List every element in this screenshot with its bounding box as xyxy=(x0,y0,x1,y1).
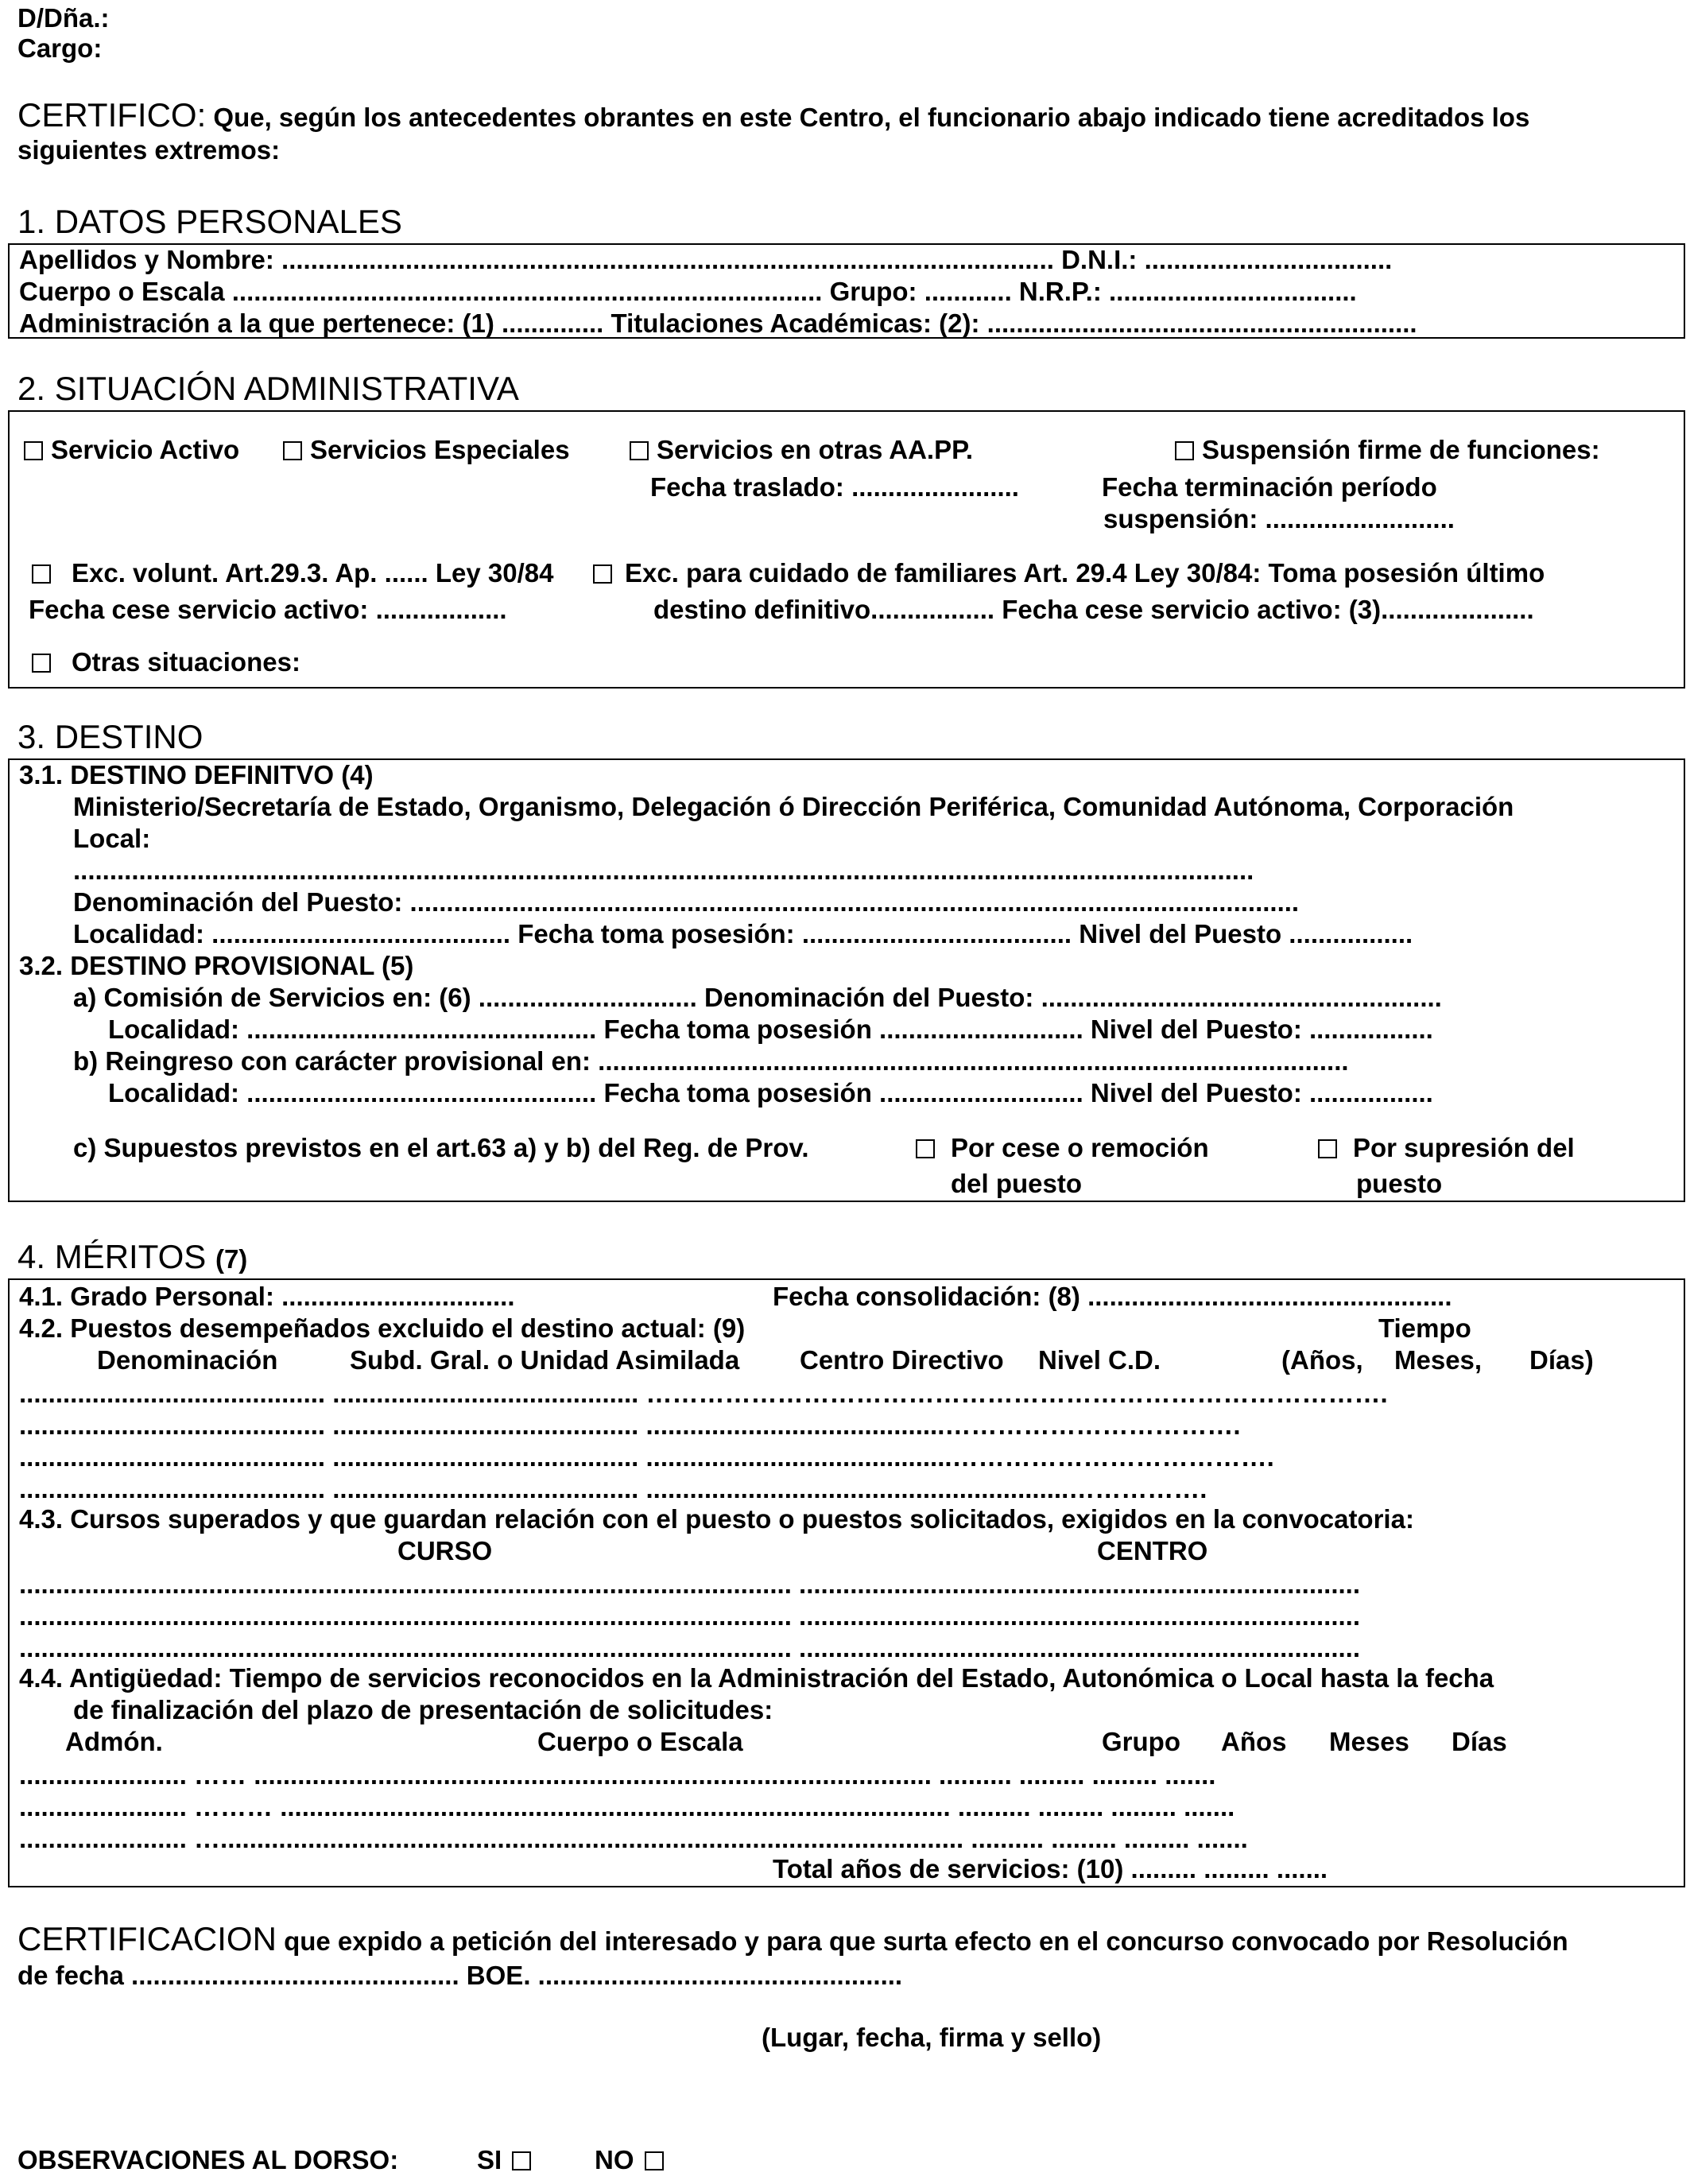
puestos-row: .......................................... .......................................... ..........................................………………………………. xyxy=(19,1442,1274,1472)
fecha-terminacion-2: suspensión: .......................... xyxy=(1103,504,1455,533)
total-anios-servicios: Total años de servicios: (10) ......... ......... ....... xyxy=(773,1854,1328,1883)
exc-voluntaria-label: Exc. volunt. Art.29.3. Ap. ...... Ley 30/84 xyxy=(72,558,554,588)
certifico-line-2: siguientes extremos: xyxy=(17,135,281,165)
checkbox-icon[interactable] xyxy=(593,564,612,584)
otras-aapp-label: Servicios en otras AA.PP. xyxy=(657,435,974,464)
observaciones-label: OBSERVACIONES AL DORSO: xyxy=(17,2145,399,2174)
checkbox-icon[interactable] xyxy=(283,441,302,460)
checkbox-icon[interactable] xyxy=(645,2151,664,2170)
section-4-note: (7) xyxy=(215,1244,248,1274)
grado-personal: 4.1. Grado Personal: ................................ xyxy=(19,1282,515,1311)
apellidos-line: Apellidos y Nombre: .......................................................................................................... D.N.I.: .................................. xyxy=(19,245,1393,274)
col-meses: Meses, xyxy=(1394,1345,1483,1375)
destino-definitivo-line: destino definitivo................. Fecha cese servicio activo: (3)..................... xyxy=(653,595,1534,624)
localidad-line: Localidad: ......................................... Fecha toma posesión: ..................................... Nivel del Puesto ................. xyxy=(73,919,1413,948)
section-4-title-text: 4. MÉRITOS xyxy=(17,1238,207,1275)
checkbox-icon[interactable] xyxy=(630,441,649,460)
col-anios: (Años, xyxy=(1281,1345,1363,1375)
section-2-title: 2. SITUACIÓN ADMINISTRATIVA xyxy=(17,370,519,407)
col-centro: CENTRO xyxy=(1097,1536,1208,1565)
certificacion-line-2: de fecha ............................................. BOE. .................................................. xyxy=(17,1961,903,1990)
checkbox-icon[interactable] xyxy=(24,441,43,460)
ministerio-line-1: Ministerio/Secretaría de Estado, Organismo, Delegación ó Dirección Periférica, Comunidad Autónoma, Corporación xyxy=(73,792,1514,821)
col-subd-gral: Subd. Gral. o Unidad Asimilada xyxy=(350,1345,740,1375)
por-supresion-label-2: puesto xyxy=(1356,1169,1443,1198)
cursos-row: .......................................................................................................... ............................................................................. xyxy=(19,1569,1360,1599)
col-denominacion: Denominación xyxy=(97,1345,278,1375)
reingreso-localidad-line: Localidad: ................................................ Fecha toma posesión ............................ Nivel del Puesto: ................. xyxy=(108,1078,1433,1108)
certifico-line-1 xyxy=(17,96,1530,134)
certificacion-lead: CERTIFICACION xyxy=(17,1920,277,1957)
cuerpo-line: Cuerpo o Escala ................................................................................. Grupo: ............ N.R.P.: .................................. xyxy=(19,277,1357,306)
puestos-row: .......................................... .......................................... …………………………………………………………………………. xyxy=(19,1379,1388,1408)
puestos-row: .......................................... .......................................... ..........................................................……………. xyxy=(19,1474,1207,1503)
por-supresion-option[interactable] xyxy=(1318,1133,1575,1163)
observaciones-si-option[interactable] xyxy=(477,2145,531,2175)
certificacion-line-1 xyxy=(17,1920,1568,1957)
checkbox-icon[interactable] xyxy=(32,654,51,673)
col-admon: Admón. xyxy=(65,1727,163,1756)
antiguedad-row: ....................... …...................................................................................................... .......... ......... ......... ....... xyxy=(19,1824,1248,1853)
servicios-especiales-label: Servicios Especiales xyxy=(310,435,570,464)
dona-label: D/Dña.: xyxy=(17,3,110,33)
exc-cuidado-label: Exc. para cuidado de familiares Art. 29.4 Ley 30/84: Toma posesión último xyxy=(625,558,1545,588)
cursos-row: .......................................................................................................... ............................................................................. xyxy=(19,1633,1360,1662)
col-dias-2: Días xyxy=(1452,1727,1507,1756)
otras-aapp-option[interactable] xyxy=(630,435,973,465)
antiguedad-line-2: de finalización del plazo de presentación de solicitudes: xyxy=(73,1695,773,1724)
fecha-consolidacion: Fecha consolidación: (8) .................................................. xyxy=(773,1282,1452,1311)
certifico-lead: CERTIFICO: xyxy=(17,96,207,134)
col-curso: CURSO xyxy=(397,1536,493,1565)
cursos-heading: 4.3. Cursos superados y que guardan relación con el puesto o puestos solicitados, exigidos en la convocatoria: xyxy=(19,1504,1414,1534)
col-dias: Días) xyxy=(1529,1345,1594,1375)
certificacion-text: que expido a petición del interesado y para que surta efecto en el concurso convocado por Resolución xyxy=(284,1926,1568,1956)
col-cuerpo-escala: Cuerpo o Escala xyxy=(537,1727,743,1756)
por-cese-option[interactable] xyxy=(916,1133,1209,1163)
por-cese-label: Por cese o remoción xyxy=(951,1133,1209,1162)
antiguedad-row: ....................... …… ............................................................................................. .......... ......... ......... ....... xyxy=(19,1760,1216,1790)
checkbox-icon[interactable] xyxy=(32,564,51,584)
puestos-row: .......................................... .......................................... .........................................……………………………. xyxy=(19,1410,1241,1440)
col-grupo: Grupo xyxy=(1102,1727,1180,1756)
observaciones-no-label: NO xyxy=(595,2145,634,2174)
exc-cuidado-option[interactable] xyxy=(593,558,1545,588)
servicios-especiales-option[interactable] xyxy=(283,435,570,465)
tiempo-header: Tiempo xyxy=(1378,1313,1471,1343)
col-meses-2: Meses xyxy=(1329,1727,1409,1756)
reingreso-line: b) Reingreso con carácter provisional en: ....................................................................................................... xyxy=(73,1046,1349,1076)
supuestos-line: c) Supuestos previstos en el art.63 a) y b) del Reg. de Prov. xyxy=(73,1133,809,1162)
firma-sello: (Lugar, fecha, firma y sello) xyxy=(762,2023,1102,2052)
observaciones-si-label: SI xyxy=(477,2145,502,2174)
servicio-activo-label: Servicio Activo xyxy=(51,435,240,464)
otras-situaciones-option[interactable] xyxy=(32,647,300,677)
ministerio-line-2: Local: xyxy=(73,824,151,853)
por-cese-label-2: del puesto xyxy=(951,1169,1083,1198)
checkbox-icon[interactable] xyxy=(512,2151,531,2170)
destino-definitivo-heading: 3.1. DESTINO DEFINITVO (4) xyxy=(19,760,374,789)
antiguedad-line-1: 4.4. Antigüedad: Tiempo de servicios reconocidos en la Administración del Estado, Autonómica o Local hasta la fecha xyxy=(19,1663,1494,1693)
destino-provisional-heading: 3.2. DESTINO PROVISIONAL (5) xyxy=(19,951,414,980)
observaciones-no-option[interactable] xyxy=(595,2145,664,2175)
fecha-cese-servicio: Fecha cese servicio activo: .................. xyxy=(29,595,507,624)
otras-situaciones-label: Otras situaciones: xyxy=(72,647,300,677)
ministerio-dots: .................................................................................................................................................................. xyxy=(73,855,1254,885)
comision-localidad-line: Localidad: ................................................ Fecha toma posesión ............................ Nivel del Puesto: ................. xyxy=(108,1014,1433,1044)
col-anios-2: Años xyxy=(1221,1727,1287,1756)
puestos-heading: 4.2. Puestos desempeñados excluido el destino actual: (9) xyxy=(19,1313,746,1343)
comision-servicios-line: a) Comisión de Servicios en: (6) .............................. Denominación del Puesto: ....................................................... xyxy=(73,983,1442,1012)
fecha-traslado: Fecha traslado: ....................... xyxy=(650,472,1019,502)
certifico-text: Que, según los antecedentes obrantes en este Centro, el funcionario abajo indicado tiene acreditados los xyxy=(213,103,1530,132)
cargo-label: Cargo: xyxy=(17,33,103,63)
por-supresion-label: Por supresión del xyxy=(1353,1133,1575,1162)
servicio-activo-option[interactable] xyxy=(24,435,239,465)
denominacion-puesto: Denominación del Puesto: .......................................................................................................................... xyxy=(73,887,1300,917)
section-3-title: 3. DESTINO xyxy=(17,718,203,755)
administracion-line: Administración a la que pertenece: (1) .............. Titulaciones Académicas: (2): ........................................................... xyxy=(19,308,1417,338)
suspension-label: Suspensión firme de funciones: xyxy=(1202,435,1600,464)
suspension-option[interactable] xyxy=(1175,435,1600,465)
antiguedad-row: ....................... ……… ............................................................................................ .......... ......... ......... ....... xyxy=(19,1792,1235,1821)
cursos-row: .......................................................................................................... ............................................................................. xyxy=(19,1601,1360,1631)
checkbox-icon[interactable] xyxy=(1318,1139,1337,1158)
section-1-title: 1. DATOS PERSONALES xyxy=(17,203,402,240)
checkbox-icon[interactable] xyxy=(1175,441,1194,460)
exc-voluntaria-option[interactable] xyxy=(32,558,553,588)
checkbox-icon[interactable] xyxy=(916,1139,935,1158)
fecha-terminacion-1: Fecha terminación período xyxy=(1102,472,1437,502)
section-4-title xyxy=(17,1239,247,1278)
col-centro-directivo: Centro Directivo xyxy=(800,1345,1004,1375)
col-nivel-cd: Nivel C.D. xyxy=(1038,1345,1161,1375)
